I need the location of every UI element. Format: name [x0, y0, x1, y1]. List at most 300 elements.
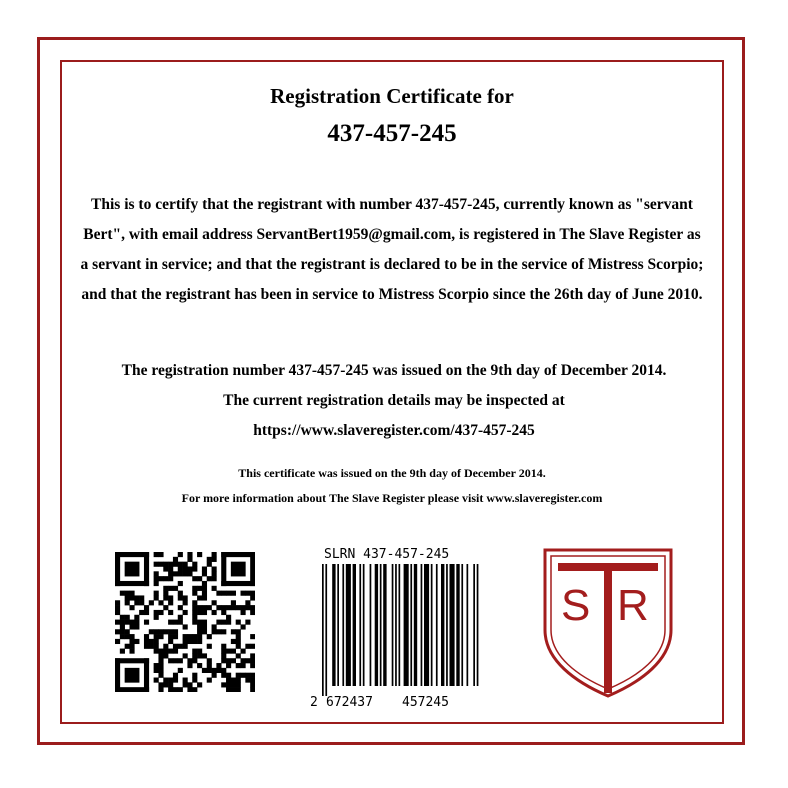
qr-module	[125, 644, 130, 649]
qr-module	[221, 673, 226, 678]
qr-module	[168, 571, 173, 576]
qr-module	[216, 605, 221, 610]
qr-module	[144, 620, 149, 625]
qr-module	[221, 668, 226, 673]
certificate-number: 437-457-245	[327, 120, 457, 147]
qr-module	[178, 620, 183, 625]
qr-module	[178, 581, 183, 586]
qr-module	[226, 620, 231, 625]
qr-module	[250, 658, 255, 663]
qr-module	[207, 605, 212, 610]
qr-module	[241, 591, 246, 596]
qr-module	[173, 629, 178, 634]
qr-module	[183, 634, 188, 639]
logo-letter-r: R	[617, 581, 649, 630]
barcode-bar	[424, 564, 429, 686]
qr-module	[226, 682, 231, 687]
qr-module	[197, 639, 202, 644]
qr-module	[245, 620, 250, 625]
qr-module	[173, 620, 178, 625]
qr-module	[154, 668, 159, 673]
qr-module	[168, 576, 173, 581]
qr-module	[250, 644, 255, 649]
qr-module	[202, 620, 207, 625]
qr-module	[250, 634, 255, 639]
barcode-bar	[359, 564, 361, 686]
qr-module	[197, 576, 202, 581]
barcode-bar	[337, 564, 339, 686]
qr-module	[163, 682, 168, 687]
qr-module	[187, 639, 192, 644]
qr-module	[178, 566, 183, 571]
qr-module	[216, 591, 221, 596]
qr-module	[192, 620, 197, 625]
qr-module	[144, 644, 149, 649]
qr-module	[216, 668, 221, 673]
qr-module	[241, 673, 246, 678]
qr-module	[192, 649, 197, 654]
qr-module	[197, 620, 202, 625]
qr-module	[163, 678, 168, 683]
qr-module	[168, 687, 173, 692]
qr-module	[221, 552, 226, 586]
qr-module	[163, 576, 168, 581]
qr-module	[197, 605, 202, 610]
qr-module	[125, 600, 130, 605]
qr-module	[221, 605, 226, 610]
qr-module	[154, 581, 159, 586]
qr-module	[115, 620, 120, 625]
qr-module	[178, 615, 183, 620]
barcode-digits-left: 672437	[326, 695, 373, 710]
qr-module	[250, 678, 255, 683]
qr-module	[231, 687, 236, 692]
qr-module	[207, 644, 212, 649]
barcode-bar	[392, 564, 394, 686]
barcode-bar	[363, 564, 365, 686]
qr-module	[192, 562, 197, 567]
qr-module	[158, 668, 163, 673]
barcode-bar	[370, 564, 372, 686]
qr-module	[168, 658, 173, 663]
qr-module	[183, 571, 188, 576]
qr-module	[187, 682, 192, 687]
qr-module	[173, 571, 178, 576]
qr-module	[115, 610, 120, 615]
qr-module	[158, 663, 163, 668]
qr-module	[212, 629, 217, 634]
barcode-bar	[325, 564, 327, 696]
qr-module	[125, 668, 140, 683]
qr-module	[216, 663, 221, 668]
qr-module	[183, 610, 188, 615]
qr-module	[197, 610, 202, 615]
qr-module	[197, 634, 202, 639]
qr-module	[245, 658, 250, 663]
logo-letter-t: T	[543, 548, 544, 549]
qr-module	[129, 649, 134, 654]
qr-module	[221, 620, 226, 625]
qr-module	[163, 591, 168, 596]
qr-module	[250, 595, 255, 600]
qr-module	[187, 687, 192, 692]
qr-module	[178, 571, 183, 576]
qr-module	[187, 557, 192, 562]
qr-module	[125, 591, 130, 596]
barcode-bars	[322, 564, 478, 696]
qr-module	[158, 562, 163, 567]
barcode-bar	[346, 564, 351, 686]
qr-module	[236, 678, 241, 683]
qr-module	[115, 629, 120, 634]
qr-module	[202, 668, 207, 673]
qr-module	[245, 605, 250, 610]
qr-module	[158, 629, 163, 634]
qr-module	[173, 673, 178, 678]
qr-module	[192, 687, 197, 692]
qr-module	[158, 600, 163, 605]
qr-module	[241, 610, 246, 615]
qr-module	[245, 644, 250, 649]
qr-module	[250, 552, 255, 586]
qr-module	[236, 687, 241, 692]
qr-module	[250, 673, 255, 678]
qr-module	[192, 673, 197, 678]
qr-module	[173, 562, 178, 567]
qr-module	[134, 595, 139, 600]
qr-module	[125, 562, 140, 577]
qr-module	[178, 552, 183, 557]
qr-module	[231, 591, 236, 596]
qr-module	[187, 663, 192, 668]
qr-module	[202, 595, 207, 600]
qr-module	[187, 571, 192, 576]
qr-module	[192, 639, 197, 644]
qr-module	[129, 634, 134, 639]
qr-module	[241, 624, 246, 629]
barcode-digits-right: 457245	[402, 695, 449, 710]
qr-module	[192, 591, 197, 596]
qr-module	[168, 600, 173, 605]
qr-module	[250, 591, 255, 596]
qr-module	[178, 591, 183, 596]
barcode-bar	[332, 564, 335, 686]
qr-module	[236, 629, 241, 634]
qr-module	[154, 639, 159, 644]
issued-line-1: The registration number 437-457-245 was issued on the 9th day of December 2014.	[121, 362, 667, 379]
qr-module	[226, 687, 231, 692]
qr-module	[250, 605, 255, 610]
qr-module	[187, 634, 192, 639]
qr-module	[250, 687, 255, 692]
qr-module	[197, 595, 202, 600]
qr-module	[154, 615, 159, 620]
logo-letter-s: S	[561, 581, 591, 630]
qr-module	[207, 576, 212, 581]
qr-module	[163, 629, 168, 634]
barcode-bar	[380, 564, 382, 686]
qr-module	[197, 552, 202, 557]
barcode-bar	[353, 564, 356, 686]
qr-module	[129, 591, 134, 596]
qr-module	[183, 600, 188, 605]
qr-module	[168, 639, 173, 644]
qr-module	[241, 658, 246, 663]
qr-module	[202, 571, 207, 576]
qr-module	[192, 566, 197, 571]
qr-module	[231, 605, 236, 610]
qr-module	[154, 644, 159, 649]
qr-module	[207, 634, 212, 639]
qr-module	[173, 644, 178, 649]
qr-module	[212, 557, 217, 562]
qr-module	[173, 687, 178, 692]
qr-module	[231, 600, 236, 605]
qr-module	[120, 615, 125, 620]
qr-module	[115, 552, 120, 586]
qr-module	[216, 620, 221, 625]
qr-module	[236, 605, 241, 610]
qr-module	[192, 600, 197, 605]
qr-module	[173, 586, 178, 591]
qr-module	[158, 673, 163, 678]
qr-module	[168, 566, 173, 571]
qr-module	[129, 639, 134, 644]
qr-module	[125, 620, 130, 625]
qr-module	[158, 649, 163, 654]
qr-module	[178, 595, 183, 600]
qr-module	[236, 663, 241, 668]
barcode-bar	[461, 564, 463, 686]
certificate-heading: Registration Certificate for	[270, 84, 514, 108]
barcode-bar	[383, 564, 386, 686]
barcode-bar	[375, 564, 378, 686]
qr-module	[202, 624, 207, 629]
qr-module	[236, 639, 241, 644]
qr-module	[212, 600, 217, 605]
qr-module	[212, 566, 217, 571]
footer-info-line: For more information about The Slave Register please visit www.slaveregister.com	[181, 491, 603, 505]
qr-module	[158, 658, 163, 663]
qr-module	[168, 629, 173, 634]
qr-module	[149, 600, 154, 605]
qr-module	[250, 610, 255, 615]
qr-module	[163, 653, 168, 658]
qr-module	[154, 562, 159, 567]
barcode-bar	[477, 564, 479, 686]
certificate-body: This is to certify that the registrant with number 437-457-245, currently known as "servant Bert", with email address ServantBert1959@gmail.com, is registered in The Slave Register as a servant in service; and that the registrant is declared to be in the service of Mistress Scorpio; and that the registrant has been in service to Mistress Scorpio since the 26th day of June 2010.	[80, 196, 704, 303]
qr-module	[202, 653, 207, 658]
barcode-bar	[473, 564, 475, 686]
qr-module	[226, 673, 231, 678]
qr-module	[192, 653, 197, 658]
qr-module	[250, 653, 255, 658]
qr-module	[149, 639, 154, 644]
barcode-bar	[431, 564, 433, 686]
qr-module	[197, 624, 202, 629]
barcode-bar	[395, 564, 397, 686]
qr-module	[221, 591, 226, 596]
qr-module	[212, 668, 217, 673]
barcode-bar	[456, 564, 459, 686]
qr-module	[245, 591, 250, 596]
qr-module	[158, 552, 163, 557]
qr-module	[192, 634, 197, 639]
qr-module	[221, 644, 226, 649]
qr-module	[197, 663, 202, 668]
qr-module	[192, 678, 197, 683]
qr-module	[226, 663, 231, 668]
qr-module	[134, 615, 139, 620]
qr-module	[221, 610, 226, 615]
qr-module	[154, 663, 159, 668]
qr-module	[202, 586, 207, 591]
qr-module	[115, 658, 120, 692]
qr-module	[231, 678, 236, 683]
qr-module	[187, 566, 192, 571]
qr-module	[202, 591, 207, 596]
qr-module	[226, 615, 231, 620]
qr-module	[173, 678, 178, 683]
barcode-bar	[421, 564, 423, 686]
qr-module	[163, 605, 168, 610]
barcode-bar	[441, 564, 444, 686]
qr-module	[129, 624, 134, 629]
qr-module	[173, 658, 178, 663]
qr-module	[144, 658, 149, 692]
barcode-bar	[436, 564, 438, 686]
qr-module	[231, 658, 236, 663]
qr-module	[149, 629, 154, 634]
qr-module	[236, 634, 241, 639]
qr-module	[115, 600, 120, 605]
qr-module	[236, 673, 241, 678]
qr-module	[221, 629, 226, 634]
issued-url: https://www.slaveregister.com/437-457-245	[253, 422, 535, 439]
qr-module	[178, 658, 183, 663]
qr-module	[183, 639, 188, 644]
qr-module	[144, 610, 149, 615]
qr-module	[207, 658, 212, 663]
qr-module	[168, 620, 173, 625]
qr-module	[178, 644, 183, 649]
qr-module	[202, 605, 207, 610]
barcode-bar	[342, 564, 344, 686]
qr-module	[154, 649, 159, 654]
qr-module	[236, 644, 241, 649]
qr-module	[168, 610, 173, 615]
qr-module	[212, 610, 217, 615]
qr-module	[245, 673, 250, 678]
qr-module	[241, 649, 246, 654]
qr-module	[144, 605, 149, 610]
qr-module	[178, 668, 183, 673]
qr-module	[202, 610, 207, 615]
qr-module	[158, 634, 163, 639]
qr-module	[158, 653, 163, 658]
qr-module	[158, 682, 163, 687]
qr-module	[221, 649, 226, 654]
barcode-lead-digit: 2	[310, 695, 318, 710]
qr-module	[245, 678, 250, 683]
barcode-bar	[410, 564, 412, 686]
barcode-bar	[414, 564, 417, 686]
qr-module	[221, 658, 226, 663]
qr-module	[207, 678, 212, 683]
qr-module	[192, 576, 197, 581]
qr-module	[183, 682, 188, 687]
qr-module	[120, 649, 125, 654]
barcode	[310, 544, 480, 714]
qr-module	[163, 649, 168, 654]
barcode-bar	[404, 564, 409, 686]
qr-module	[197, 653, 202, 658]
barcode-bar	[322, 564, 324, 696]
qr-module	[221, 653, 226, 658]
barcode-top-label: SLRN 437-457-245	[324, 547, 450, 562]
qr-module	[236, 653, 241, 658]
qr-module	[202, 581, 207, 586]
qr-module	[154, 591, 159, 596]
qr-module	[120, 620, 125, 625]
qr-module	[154, 595, 159, 600]
qr-module	[236, 682, 241, 687]
qr-module	[139, 600, 144, 605]
qr-module	[129, 620, 134, 625]
qr-module	[120, 629, 125, 634]
qr-module	[158, 576, 163, 581]
qr-module	[120, 634, 125, 639]
qr-module	[202, 566, 207, 571]
qr-module	[207, 663, 212, 668]
qr-module	[173, 634, 178, 639]
qr-module	[154, 571, 159, 576]
issued-block	[84, 356, 704, 446]
barcode-bar	[467, 564, 469, 686]
qr-module	[178, 562, 183, 567]
qr-module	[154, 576, 159, 581]
qr-module	[212, 552, 217, 557]
qr-module	[129, 644, 134, 649]
qr-module	[212, 576, 217, 581]
qr-module	[207, 557, 212, 562]
qr-module	[139, 610, 144, 615]
qr-module	[226, 678, 231, 683]
qr-module	[231, 629, 236, 634]
qr-module	[236, 620, 241, 625]
qr-module	[212, 673, 217, 678]
qr-module	[173, 557, 178, 562]
qr-module	[241, 663, 246, 668]
qr-module	[221, 682, 226, 687]
barcode-bar	[450, 564, 455, 686]
qr-module	[207, 562, 212, 567]
qr-module	[192, 658, 197, 663]
qr-module	[144, 552, 149, 586]
qr-module	[231, 682, 236, 687]
qr-module	[158, 687, 163, 692]
qr-module	[125, 615, 130, 620]
qr-module	[183, 653, 188, 658]
qr-module	[154, 610, 159, 615]
qr-module	[192, 605, 197, 610]
qr-module	[207, 668, 212, 673]
qr-module	[129, 605, 134, 610]
qr-module	[192, 586, 197, 591]
qr-module	[120, 624, 125, 629]
barcode-bar	[446, 564, 448, 686]
qr-module	[144, 634, 149, 639]
